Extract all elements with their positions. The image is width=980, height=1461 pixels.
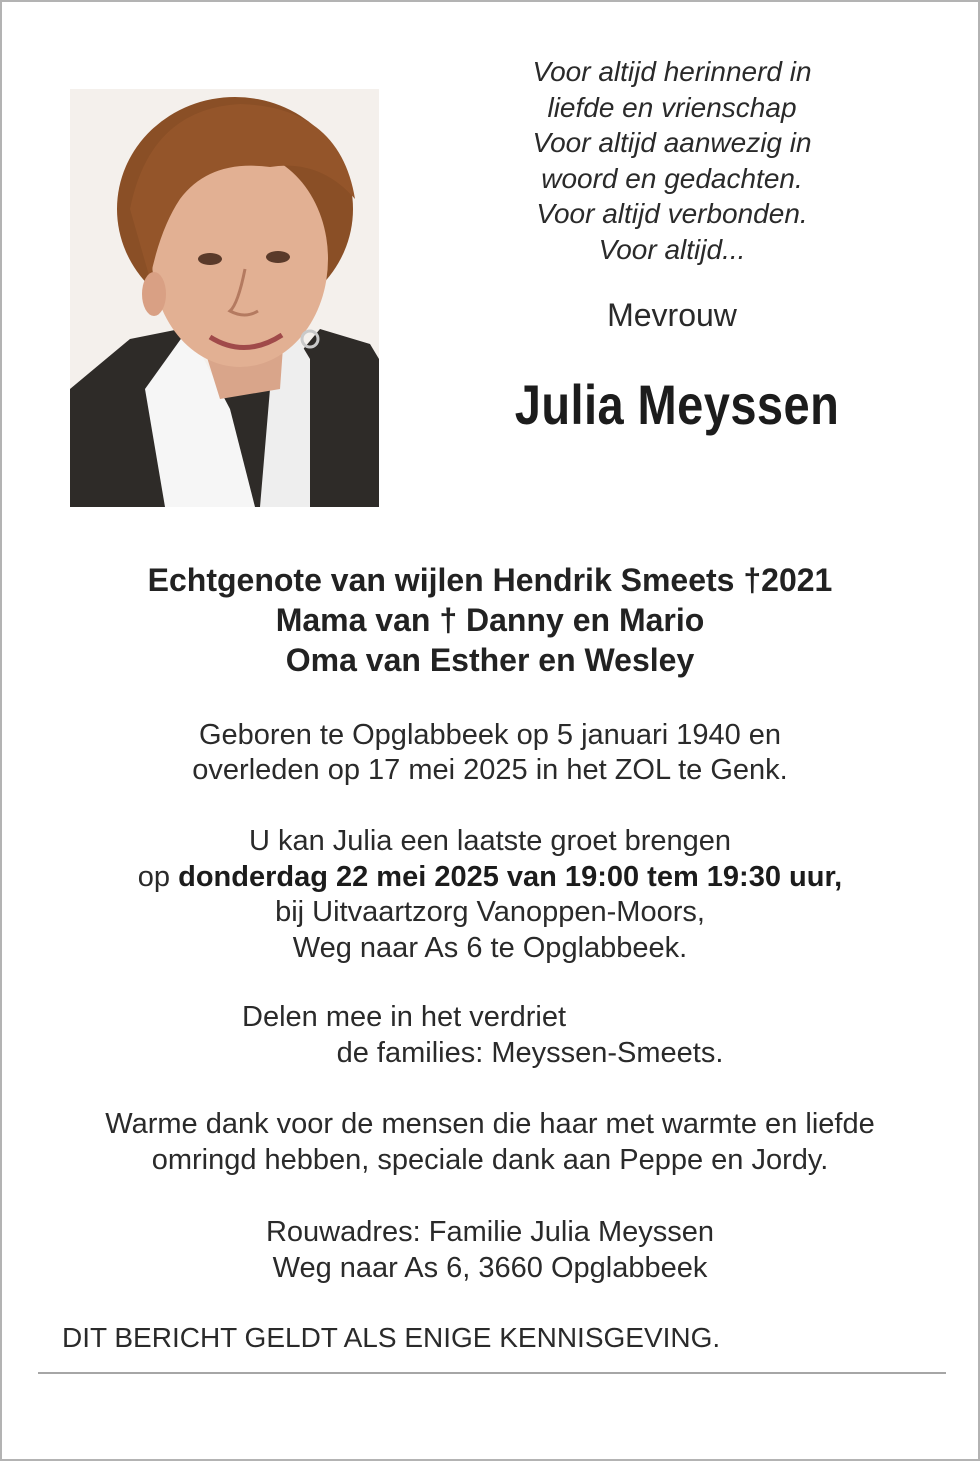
thanks-message <box>2 1106 978 1178</box>
thanks-line: omringd hebben, speciale dank aan Peppe en Jordy. <box>151 1144 829 1176</box>
relations <box>2 560 978 680</box>
relation-line: Echtgenote van wijlen Hendrik Smeets †2021 <box>147 562 833 598</box>
visit-datetime <box>2 860 978 896</box>
visit-datetime-prefix: op <box>137 860 179 893</box>
poem-line: Voor altijd... <box>598 233 746 265</box>
poem-line: liefde en vrienschap <box>547 91 797 123</box>
poem <box>472 54 872 267</box>
families-line: Delen mee in het verdriet <box>242 1001 566 1033</box>
notice-text: DIT BERICHT GELDT ALS ENIGE KENNISGEVING. <box>62 1322 721 1353</box>
birth-line: Geboren te Opglabbeek op 5 januari 1940 en <box>198 719 782 751</box>
divider <box>38 1372 946 1374</box>
address-line: Rouwadres: Familie Julia Meyssen <box>265 1216 715 1248</box>
visit-location: bij Uitvaartzorg Vanoppen-Moors, <box>275 896 705 928</box>
address-line: Weg naar As 6, 3660 Opglabbeek <box>272 1251 708 1284</box>
visit-address: Weg naar As 6 te Opglabbeek. <box>292 931 688 964</box>
thanks-line: Warme dank voor de mensen die haar met warmte en liefde <box>105 1108 875 1140</box>
poem-line: Voor altijd aanwezig in <box>532 127 812 158</box>
poem-line: woord en gedachten. <box>541 162 803 194</box>
poem-line: Voor altijd herinnerd in <box>532 56 812 87</box>
visitation-info <box>2 824 978 966</box>
visit-datetime-bold: donderdag 22 mei 2025 van 19:00 tem 19:30 uur, <box>178 860 843 893</box>
visit-intro: U kan Julia een laatste groet brengen <box>248 825 732 857</box>
families-line: de families: Meyssen-Smeets. <box>336 1036 724 1069</box>
portrait-photo <box>70 89 379 507</box>
birth-death-info <box>2 718 978 788</box>
salutation: Mevrouw <box>607 297 737 333</box>
deceased-name: Julia Meyssen <box>514 373 840 436</box>
mourning-address <box>2 1215 978 1286</box>
poem-line: Voor altijd verbonden. <box>536 198 808 229</box>
death-line: overleden op 17 mei 2025 in het ZOL te Genk. <box>192 754 788 786</box>
relation-line: Oma van Esther en Wesley <box>285 642 695 678</box>
relation-line: Mama van † Danny en Mario <box>275 602 705 638</box>
families-info <box>2 1000 978 1071</box>
